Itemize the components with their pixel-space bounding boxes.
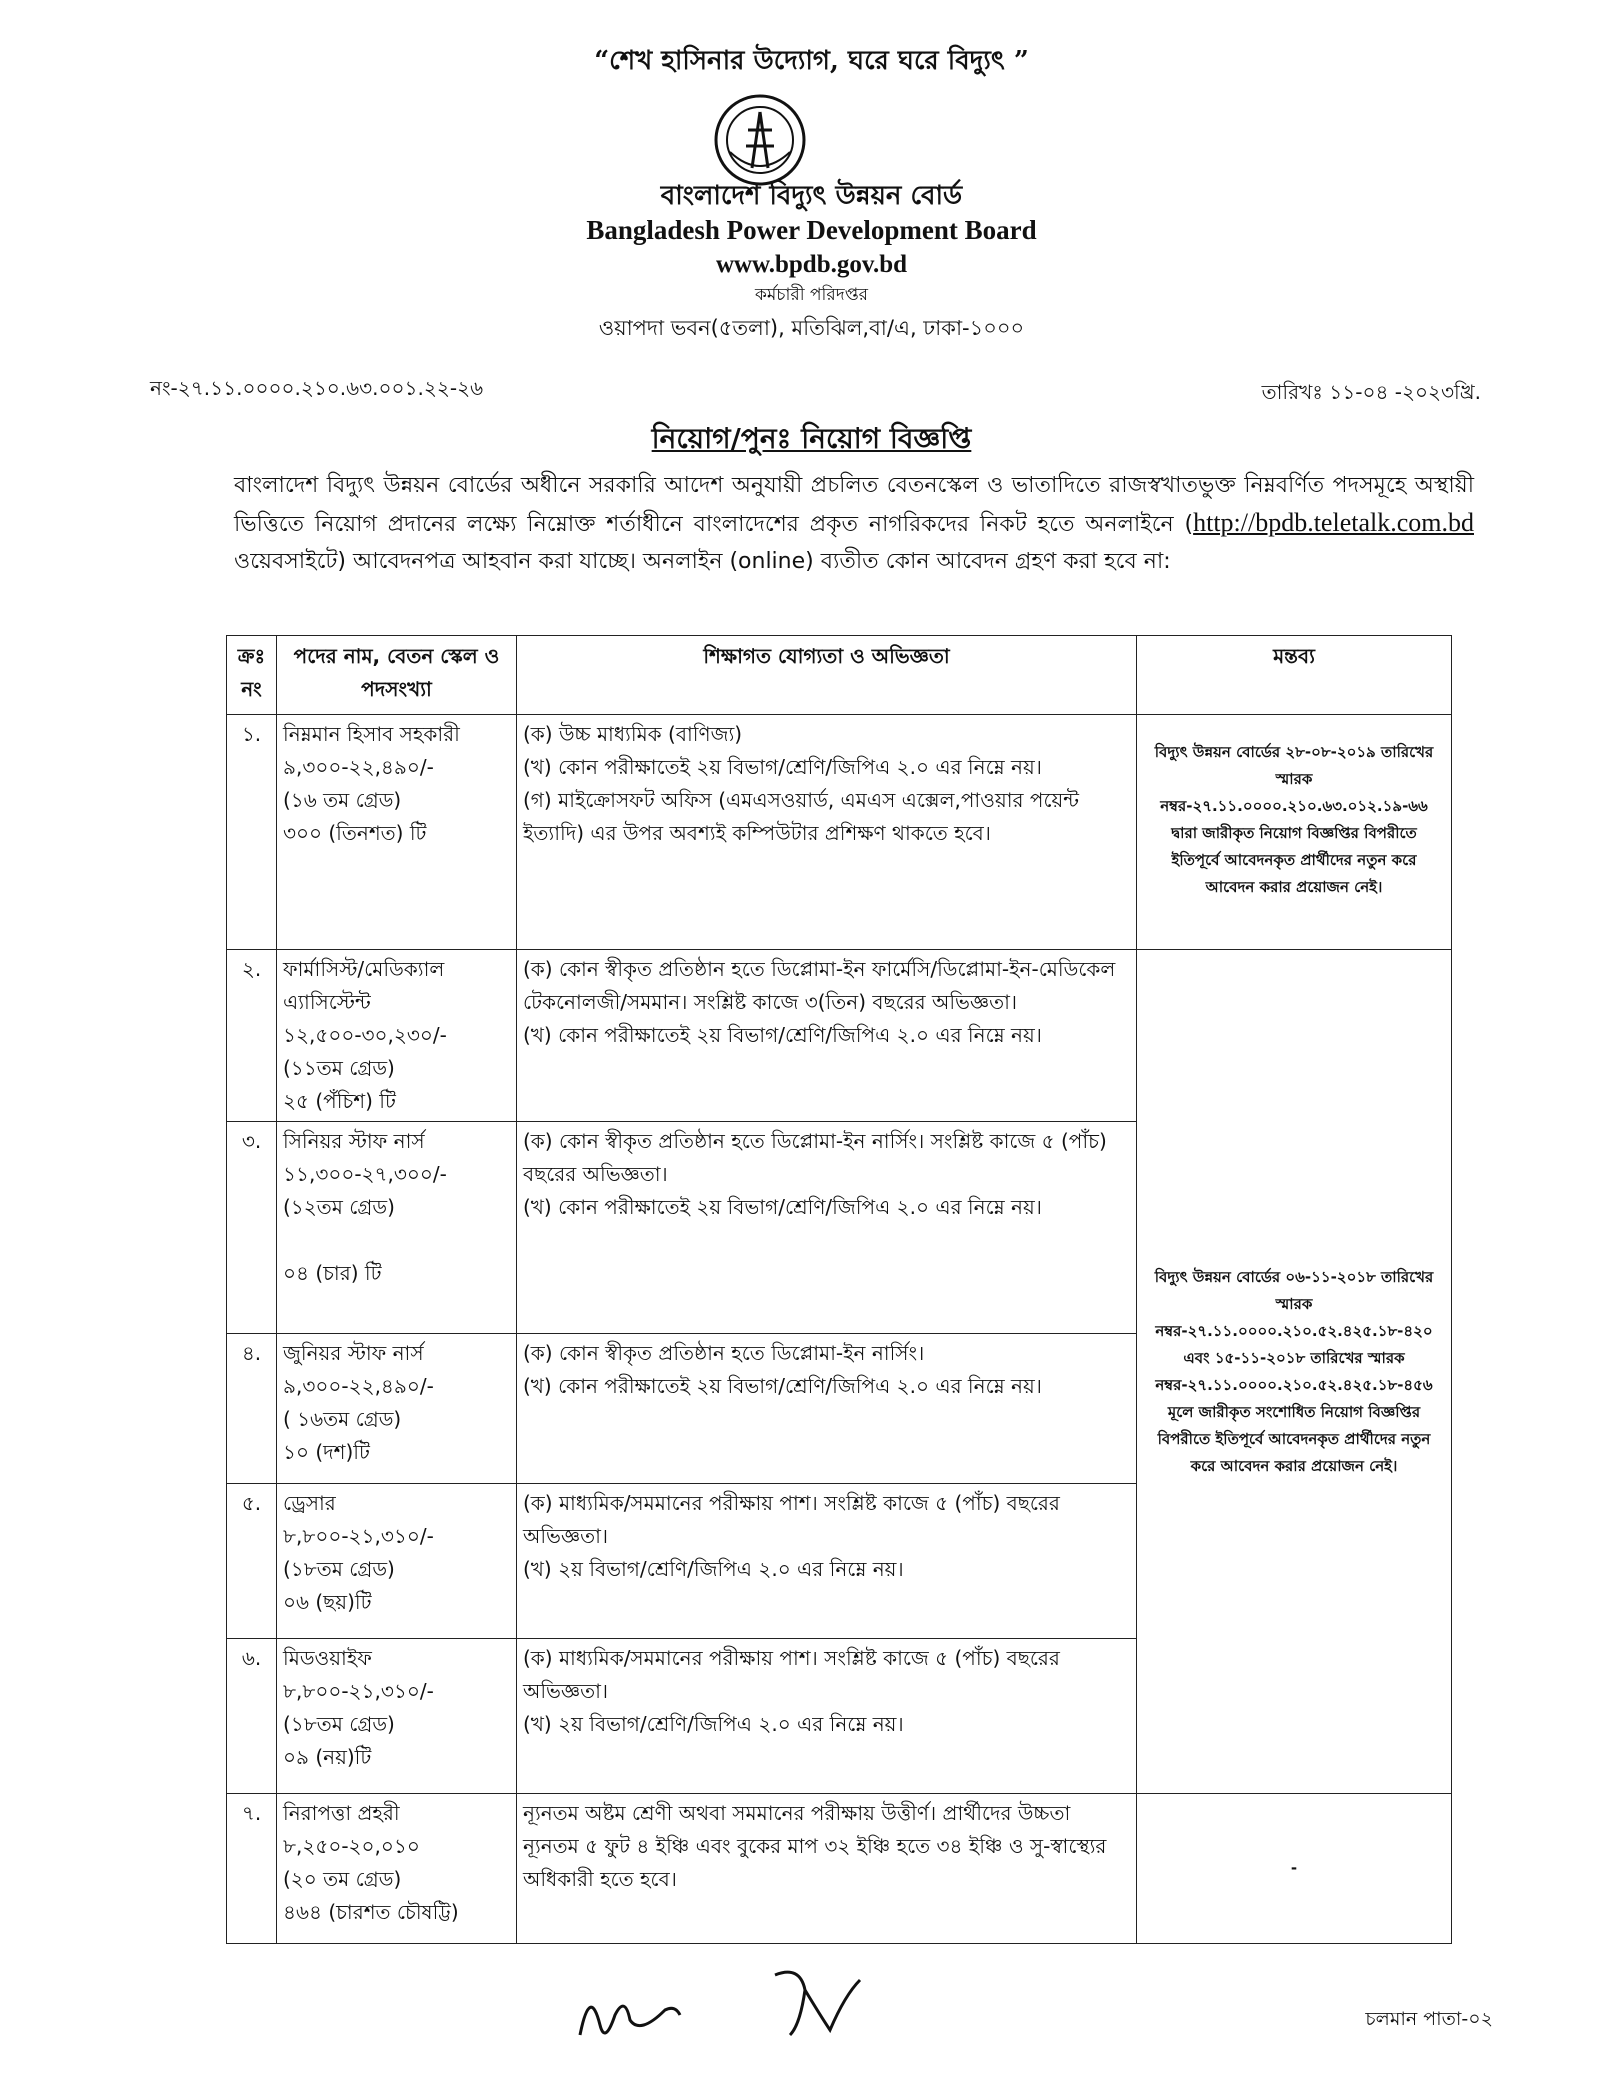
table-row: [227, 715, 1452, 950]
memo-number: নং-২৭.১১.০০০০.২১০.৬৩.০০১.২২-২৬: [150, 376, 484, 400]
header-remark: মন্তব্য: [1137, 636, 1452, 715]
row-post: ড্রেসার ৮,৮০০-২১,৩১০/- (১৮তম গ্রেড) ০৬ (ছয়)টি: [277, 1484, 517, 1639]
row-sl: ৫.: [227, 1484, 277, 1639]
org-name-en: Bangladesh Power Development Board: [586, 215, 1037, 245]
header-post: পদের নাম, বেতন স্কেল ও পদসংখ্যা: [277, 636, 517, 715]
row-post: নিম্নমান হিসাব সহকারী ৯,৩০০-২২,৪৯০/- (১৬ তম গ্রেড) ৩০০ (তিনশত) টি: [277, 715, 517, 950]
row-post: নিরাপত্তা প্রহরী ৮,২৫০-২০,০১০ (২০ তম গ্রেড) ৪৬৪ (চারশত চৌষট্টি): [277, 1794, 517, 1944]
signature-1: [570, 1965, 690, 2055]
intro-paragraph: [234, 467, 1474, 580]
row-sl: ২.: [227, 950, 277, 1122]
signature-2: [760, 1955, 870, 2045]
row-sl: ৪.: [227, 1334, 277, 1484]
row-post: জুনিয়র স্টাফ নার্স ৯,৩০০-২২,৪৯০/- ( ১৬তম গ্রেড) ১০ (দশ)টি: [277, 1334, 517, 1484]
job-table: [226, 635, 1452, 1944]
row-sl: ৬.: [227, 1639, 277, 1794]
table-row: [227, 1794, 1452, 1944]
header-qualification: শিক্ষাগত যোগ্যতা ও অভিজ্ঞতা: [517, 636, 1137, 715]
date: তারিখঃ ১১-০৪ -২০২৩খ্রি.: [1261, 380, 1481, 404]
department: কর্মচারী পরিদপ্তর: [754, 285, 869, 305]
intro-text-1: বাংলাদেশ বিদ্যুৎ উন্নয়ন বোর্ডের অধীনে সরকারি আদেশ অনুযায়ী প্রচলিত বেতনস্কেল ও ভাতাদিতে রাজস্বখাতভুক্ত নিম্নবর্ণিত পদসমূহে অস্থায়ী ভিত্তিতে নিয়োগ প্রদানের লক্ষ্যে নিম্নোক্ত শর্তাধীনে বাংলাদেশের প্রকৃত নাগরিকদের নিকট হতে অনলাইনে (: [234, 473, 1474, 537]
row-sl: ৩.: [227, 1122, 277, 1334]
row-post: মিডওয়াইফ ৮,৮০০-২১,৩১০/- (১৮তম গ্রেড) ০৯ (নয়)টি: [277, 1639, 517, 1794]
address: ওয়াপদা ভবন(৫তলা), মতিঝিল,বা/এ, ঢাকা-১০০০: [598, 316, 1025, 340]
row-qualification: (ক) কোন স্বীকৃত প্রতিষ্ঠান হতে ডিপ্লোমা-ইন নার্সিং। (খ) কোন পরীক্ষাতেই ২য় বিভাগ/শ্রেণি/জিপিএ ২.০ এর নিম্নে নয়।: [517, 1334, 1137, 1484]
org-name-bn: বাংলাদেশ বিদ্যুৎ উন্নয়ন বোর্ড: [660, 181, 963, 211]
slogan: “শেখ হাসিনার উদ্যোগ, ঘরে ঘরে বিদ্যুৎ ”: [594, 46, 1029, 76]
intro-text-2: ওয়েবসাইটে) আবেদনপত্র আহবান করা যাচ্ছে। অনলাইন (online) ব্যতীত কোন আবেদন গ্রহণ করা হবে না:: [234, 549, 1171, 574]
row-qualification: (ক) কোন স্বীকৃত প্রতিষ্ঠান হতে ডিপ্লোমা-ইন নার্সিং। সংশ্লিষ্ট কাজে ৫ (পাঁচ) বছরের অভিজ্ঞতা। (খ) কোন পরীক্ষাতেই ২য় বিভাগ/শ্রেণি/জিপিএ ২.০ এর নিম্নে নয়।: [517, 1122, 1137, 1334]
row-post: সিনিয়র স্টাফ নার্স ১১,৩০০-২৭,৩০০/- (১২তম গ্রেড) ০৪ (চার) টি: [277, 1122, 517, 1334]
header-sl: ক্রঃ নং: [227, 636, 277, 715]
row-remark: বিদ্যুৎ উন্নয়ন বোর্ডের ০৬-১১-২০১৮ তারিখের স্মারক নম্বর-২৭.১১.০০০০.২১০.৫২.৪২৫.১৮-৪২০ এবং ১৫-১১-২০১৮ তারিখের স্মারক নম্বর-২৭.১১.০০০০.২১০.৫২.৪২৫.১৮-৪৫৬ মূলে জারীকৃত সংশোধিত নিয়োগ বিজ্ঞপ্তির বিপরীতে ইতিপূর্বে আবেদনকৃত প্রার্থীদের নতুন করে আবেদন করার প্রয়োজন নেই।: [1137, 950, 1452, 1794]
row-sl: ৭.: [227, 1794, 277, 1944]
row-post: ফার্মাসিস্ট/মেডিক্যাল এ্যাসিস্টেন্ট ১২,৫০০-৩০,২৩০/- (১১তম গ্রেড) ২৫ (পঁচিশ) টি: [277, 950, 517, 1122]
row-remark: -: [1137, 1794, 1452, 1944]
row-remark: বিদ্যুৎ উন্নয়ন বোর্ডের ২৮-০৮-২০১৯ তারিখের স্মারক নম্বর-২৭.১১.০০০০.২১০.৬৩.০১২.১৯-৬৬ দ্বারা জারীকৃত নিয়োগ বিজ্ঞপ্তির বিপরীতে ইতিপূর্বে আবেদনকৃত প্রার্থীদের নতুন করে আবেদন করার প্রয়োজন নেই।: [1137, 715, 1452, 950]
row-sl: ১.: [227, 715, 277, 950]
notice-heading: নিয়োগ/পুনঃ নিয়োগ বিজ্ঞপ্তি: [651, 422, 972, 455]
row-qualification: (ক) মাধ্যমিক/সমমানের পরীক্ষায় পাশ। সংশ্লিষ্ট কাজে ৫ (পাঁচ) বছরের অভিজ্ঞতা। (খ) ২য় বিভাগ/শ্রেণি/জিপিএ ২.০ এর নিম্নে নয়।: [517, 1484, 1137, 1639]
continued-page-note: চলমান পাতা-০২: [1365, 2008, 1493, 2030]
row-qualification: (ক) মাধ্যমিক/সমমানের পরীক্ষায় পাশ। সংশ্লিষ্ট কাজে ৫ (পাঁচ) বছরের অভিজ্ঞতা। (খ) ২য় বিভাগ/শ্রেণি/জিপিএ ২.০ এর নিম্নে নয়।: [517, 1639, 1137, 1794]
table-row: [227, 950, 1452, 1122]
row-qualification: ন্যূনতম অষ্টম শ্রেণী অথবা সমমানের পরীক্ষায় উত্তীর্ণ। প্রার্থীদের উচ্চতা ন্যূনতম ৫ ফুট ৪ ইঞ্চি এবং বুকের মাপ ৩২ ইঞ্চি হতে ৩৪ ইঞ্চি ও সু-স্বাস্থ্যের অধিকারী হতে হবে।: [517, 1794, 1137, 1944]
website: www.bpdb.gov.bd: [715, 251, 908, 278]
row-qualification: (ক) উচ্চ মাধ্যমিক (বাণিজ্য) (খ) কোন পরীক্ষাতেই ২য় বিভাগ/শ্রেণি/জিপিএ ২.০ এর নিম্নে নয়। (গ) মাইক্রোসফট অফিস (এমএসওয়ার্ড, এমএস এক্সেল,পাওয়ার পয়েন্ট ইত্যাদি) এর উপর অবশ্যই কম্পিউটার প্রশিক্ষণ থাকতে হবে।: [517, 715, 1137, 950]
apply-url: http://bpdb.teletalk.com.bd: [1193, 508, 1474, 537]
row-qualification: (ক) কোন স্বীকৃত প্রতিষ্ঠান হতে ডিপ্লোমা-ইন ফার্মেসি/ডিপ্লোমা-ইন-মেডিকেল টেকনোলজী/সমমান। সংশ্লিষ্ট কাজে ৩(তিন) বছরের অভিজ্ঞতা। (খ) কোন পরীক্ষাতেই ২য় বিভাগ/শ্রেণি/জিপিএ ২.০ এর নিম্নে নয়।: [517, 950, 1137, 1122]
